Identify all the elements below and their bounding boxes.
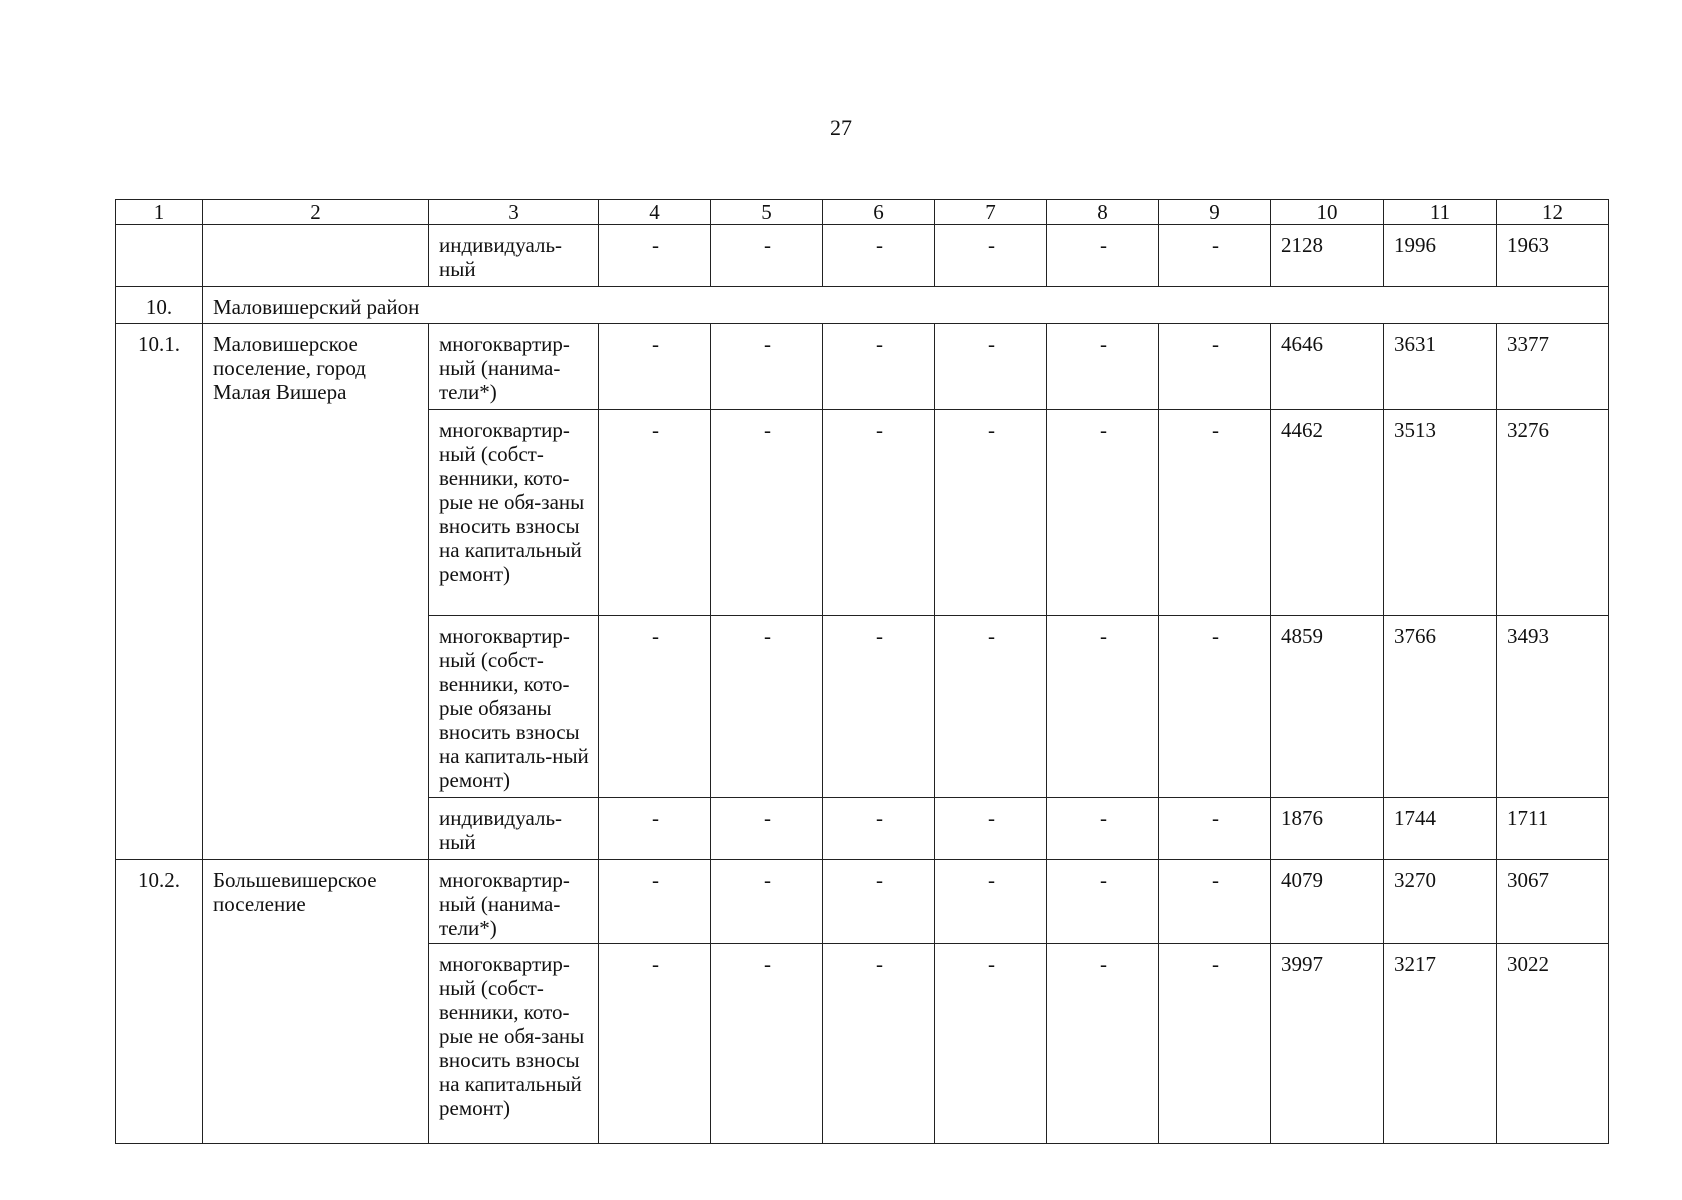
row-number-cell <box>116 225 203 287</box>
value-cell: - <box>599 410 711 616</box>
settlement-cell: Маловишерское поселение, город Малая Вишера <box>203 324 429 860</box>
page-number: 27 <box>830 115 852 140</box>
value-cell: 2128 <box>1271 225 1384 287</box>
value-cell: - <box>1159 798 1271 860</box>
column-header: 6 <box>823 200 935 225</box>
value-cell: - <box>599 798 711 860</box>
column-header: 1 <box>116 200 203 225</box>
housing-type-cell: многоквартир-ный (нанима-тели*) <box>429 324 599 410</box>
value-cell: 3997 <box>1271 944 1384 1144</box>
value-cell: - <box>823 798 935 860</box>
table-row <box>116 324 1609 410</box>
value-cell: 4462 <box>1271 410 1384 616</box>
value-cell: - <box>823 860 935 944</box>
tariff-table <box>115 199 1609 1144</box>
housing-type-cell: многоквартир-ный (собст-венники, кото-рые не обя-заны вносить взносы на капитальный ремонт) <box>429 410 599 616</box>
value-cell: - <box>1047 225 1159 287</box>
value-cell: - <box>823 225 935 287</box>
value-cell: - <box>1047 410 1159 616</box>
column-header: 5 <box>711 200 823 225</box>
value-cell: 3217 <box>1384 944 1497 1144</box>
value-cell: 3766 <box>1384 616 1497 798</box>
column-header: 3 <box>429 200 599 225</box>
value-cell: - <box>935 324 1047 410</box>
district-name: Маловишерский район <box>203 287 1609 324</box>
settlement-cell <box>203 225 429 287</box>
value-cell: 3631 <box>1384 324 1497 410</box>
value-cell: - <box>1159 860 1271 944</box>
value-cell: - <box>1047 944 1159 1144</box>
value-cell: - <box>935 860 1047 944</box>
value-cell: - <box>823 616 935 798</box>
settlement-cell: Большевишерское поселение <box>203 860 429 1144</box>
value-cell: - <box>711 944 823 1144</box>
value-cell: - <box>935 944 1047 1144</box>
housing-type-cell: индивидуаль-ный <box>429 225 599 287</box>
value-cell: - <box>711 225 823 287</box>
value-cell: 1996 <box>1384 225 1497 287</box>
value-cell: - <box>1047 324 1159 410</box>
value-cell: - <box>1159 324 1271 410</box>
value-cell: - <box>711 410 823 616</box>
value-cell: 3067 <box>1497 860 1609 944</box>
column-header: 4 <box>599 200 711 225</box>
value-cell: - <box>935 616 1047 798</box>
value-cell: 4646 <box>1271 324 1384 410</box>
value-cell: - <box>711 860 823 944</box>
district-row <box>116 287 1609 324</box>
row-number-cell: 10.2. <box>116 860 203 1144</box>
value-cell: - <box>711 324 823 410</box>
value-cell: - <box>823 410 935 616</box>
value-cell: - <box>599 860 711 944</box>
value-cell: - <box>935 225 1047 287</box>
value-cell: - <box>1047 860 1159 944</box>
column-header: 12 <box>1497 200 1609 225</box>
table-row <box>116 225 1609 287</box>
value-cell: 1744 <box>1384 798 1497 860</box>
column-header: 8 <box>1047 200 1159 225</box>
column-header: 9 <box>1159 200 1271 225</box>
value-cell: 3377 <box>1497 324 1609 410</box>
value-cell: - <box>1047 616 1159 798</box>
value-cell: 1876 <box>1271 798 1384 860</box>
housing-type-cell: многоквартир-ный (собст-венники, кото-рые не обя-заны вносить взносы на капитальный ремонт) <box>429 944 599 1144</box>
value-cell: - <box>1159 944 1271 1144</box>
value-cell: 3513 <box>1384 410 1497 616</box>
value-cell: - <box>1159 410 1271 616</box>
column-header: 11 <box>1384 200 1497 225</box>
district-number: 10. <box>116 287 203 324</box>
value-cell: 1711 <box>1497 798 1609 860</box>
column-header: 10 <box>1271 200 1384 225</box>
column-number-row <box>116 200 1609 225</box>
value-cell: - <box>823 944 935 1144</box>
value-cell: - <box>599 616 711 798</box>
value-cell: - <box>711 798 823 860</box>
housing-type-cell: многоквартир-ный (нанима-тели*) <box>429 860 599 944</box>
value-cell: 3270 <box>1384 860 1497 944</box>
value-cell: - <box>711 616 823 798</box>
table-row <box>116 860 1609 944</box>
value-cell: 3022 <box>1497 944 1609 1144</box>
housing-type-cell: индивидуаль-ный <box>429 798 599 860</box>
row-number-cell: 10.1. <box>116 324 203 860</box>
column-header: 2 <box>203 200 429 225</box>
value-cell: - <box>1047 798 1159 860</box>
value-cell: - <box>1159 616 1271 798</box>
value-cell: 3276 <box>1497 410 1609 616</box>
column-header: 7 <box>935 200 1047 225</box>
value-cell: - <box>599 944 711 1144</box>
value-cell: - <box>935 798 1047 860</box>
value-cell: 3493 <box>1497 616 1609 798</box>
housing-type-cell: многоквартир-ный (собст-венники, кото-рые обязаны вносить взносы на капиталь-ный ремонт) <box>429 616 599 798</box>
value-cell: 1963 <box>1497 225 1609 287</box>
value-cell: 4079 <box>1271 860 1384 944</box>
value-cell: - <box>599 225 711 287</box>
value-cell: 4859 <box>1271 616 1384 798</box>
value-cell: - <box>599 324 711 410</box>
value-cell: - <box>1159 225 1271 287</box>
value-cell: - <box>935 410 1047 616</box>
value-cell: - <box>823 324 935 410</box>
